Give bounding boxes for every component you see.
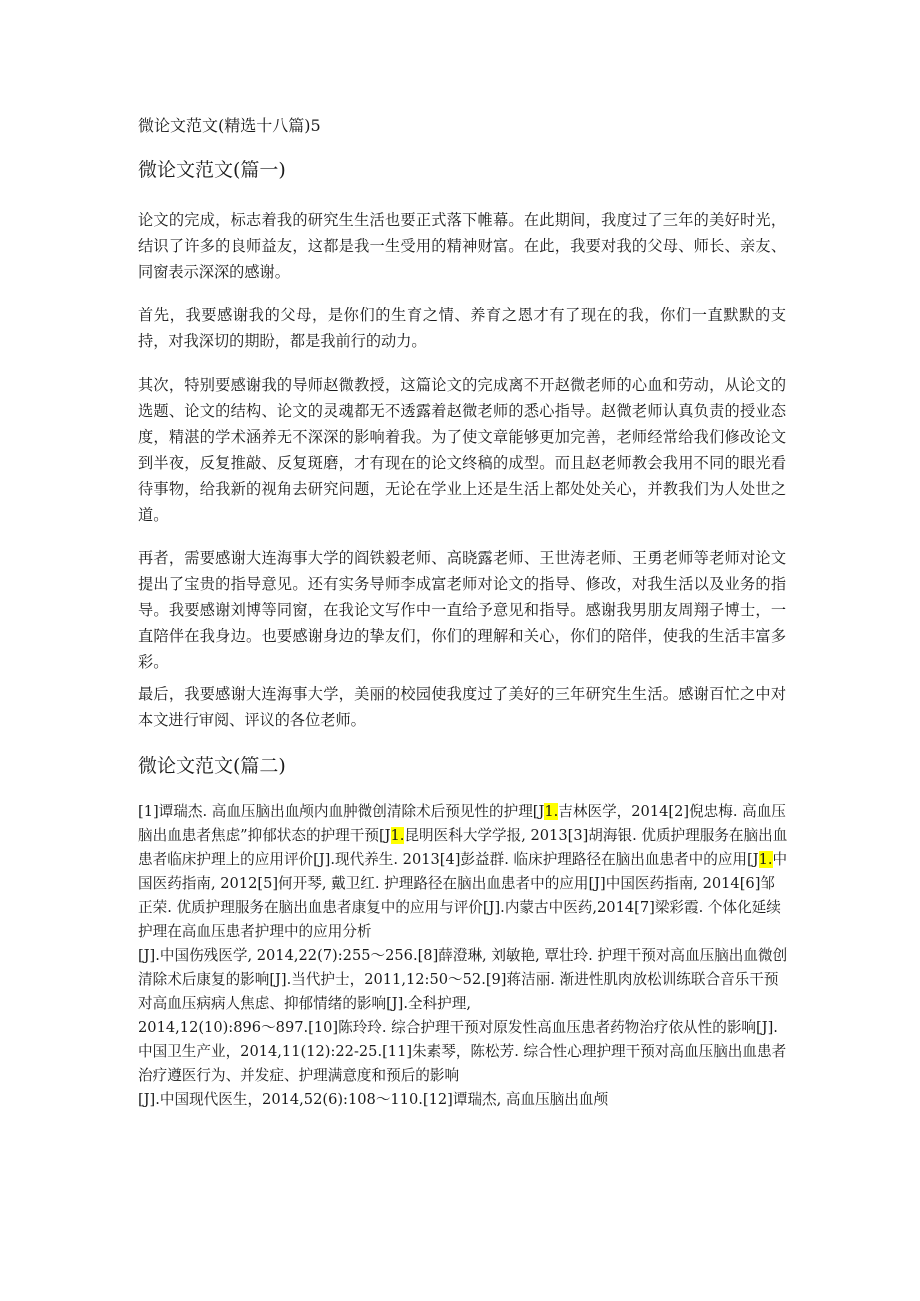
highlighted-text: 1. [758,851,773,868]
paragraph-4: 再者，需要感谢大连海事大学的阎铁毅老师、高晓露老师、王世涛老师、王勇老师等老师对论文提出了宝贵的指导意见。还有实务导师李成富老师对论文的指导、修改，对我生活以及业务的指导。我要感谢刘博等同窗，在我论文写作中一直给予意见和指导。感谢我男朋友周翔子博士，一直陪伴在我身边。也要感谢身边的挚友们，你们的理解和关心，你们的陪伴，使我的生活丰富多彩。 [138,549,786,671]
reference-text: [J].中国现代医生，2014,52(6):108～110.[12]谭瑞杰, 高血压脑出血颅 [138,1091,609,1108]
reference-text: 昆明医科大学学报, 2013[3]胡海银. 优质护理服务在脑出血患者临床护理上的应用评价[J].现代养生. 2013[4]彭益群. 临床护理路径在脑出血患者中的应用[J [138,827,788,868]
section-heading-2: 微论文范文(篇二) [138,755,286,777]
document-title: 微论文范文(精选十八篇)5 [138,116,321,135]
paragraph-2: 首先，我要感谢我的父母，是你们的生育之情、养育之恩才有了现在的我，你们一直默默的支持，对我深切的期盼，都是我前行的动力。 [138,306,786,350]
reference-text: 吉林医学，2014[2]倪忠梅. 高血压脑出血患者焦虑”抑郁状态的护理干预[J [138,803,786,844]
reference-text: [J].中国伤残医学, 2014,22(7):255～256.[8]薛澄琳, 刘敏艳, 覃壮玲. 护理干预对高血压脑出血微创清除术后康复的影响[J].当代护士，2011,12:50～52.[9]蒋洁丽. 渐进性肌肉放松训练联合音乐干预对高血压病病人焦虑、抑郁情绪的影响[J].全科护理, [138,947,788,1012]
section-heading-1: 微论文范文(篇一) [138,159,286,181]
paragraph-3: 其次，特别要感谢我的导师赵微教授，这篇论文的完成离不开赵微老师的心血和劳动，从论文的选题、论文的结构、论文的灵魂都无不透露着赵微老师的悉心指导。赵微老师认真负责的授业态度，精湛的学术涵养无不深深的影响着我。为了使文章能够更加完善，老师经常给我们修改论文到半夜，反复推敲、反复斑磨，才有现在的论文终稿的成型。而且赵老师教会我用不同的眼光看待事物，给我新的视角去研究问题，无论在学业上还是生活上都处处关心，并教我们为人处世之道。 [138,376,786,524]
highlighted-text: 1. [390,827,405,844]
reference-text: 2014,12(10):896～897.[10]陈玲玲. 综合护理干预对原发性高血压患者药物治疗依从性的影响[J].中国卫生产业，2014,11(12):22-25.[11]朱素琴，陈松芳. 综合性心理护理干预对高血压脑出血患者治疗遵医行为、并发症、护理满意度和预后的影响 [138,1019,787,1084]
reference-text: [1]谭瑞杰. 高血压脑出血颅内血肿微创清除术后预见性的护理[J [138,803,545,820]
reference-text: 中国医药指南, 2012[5]何开琴, 戴卫红. 护理路径在脑出血患者中的应用[J]中国医药指南, 2014[6]邹正荣. 优质护理服务在脑出血患者康复中的应用与评价[J].内蒙古中医药,2014[7]梁彩霞. 个体化延续护理在高血压患者护理中的应用分析 [138,851,788,940]
paragraph-5: 最后，我要感谢大连海事大学，美丽的校园使我度过了美好的三年研究生生活。感谢百忙之中对本文进行审阅、评议的各位老师。 [138,685,786,729]
paragraph-1: 论文的完成，标志着我的研究生生活也要正式落下帷幕。在此期间，我度过了三年的美好时光，结识了许多的良师益友，这都是我一生受用的精神财富。在此，我要对我的父母、师长、亲友、同窗表示深深的感谢。 [138,211,786,281]
highlighted-text: 1. [544,803,559,820]
reference-list [138,800,788,1112]
